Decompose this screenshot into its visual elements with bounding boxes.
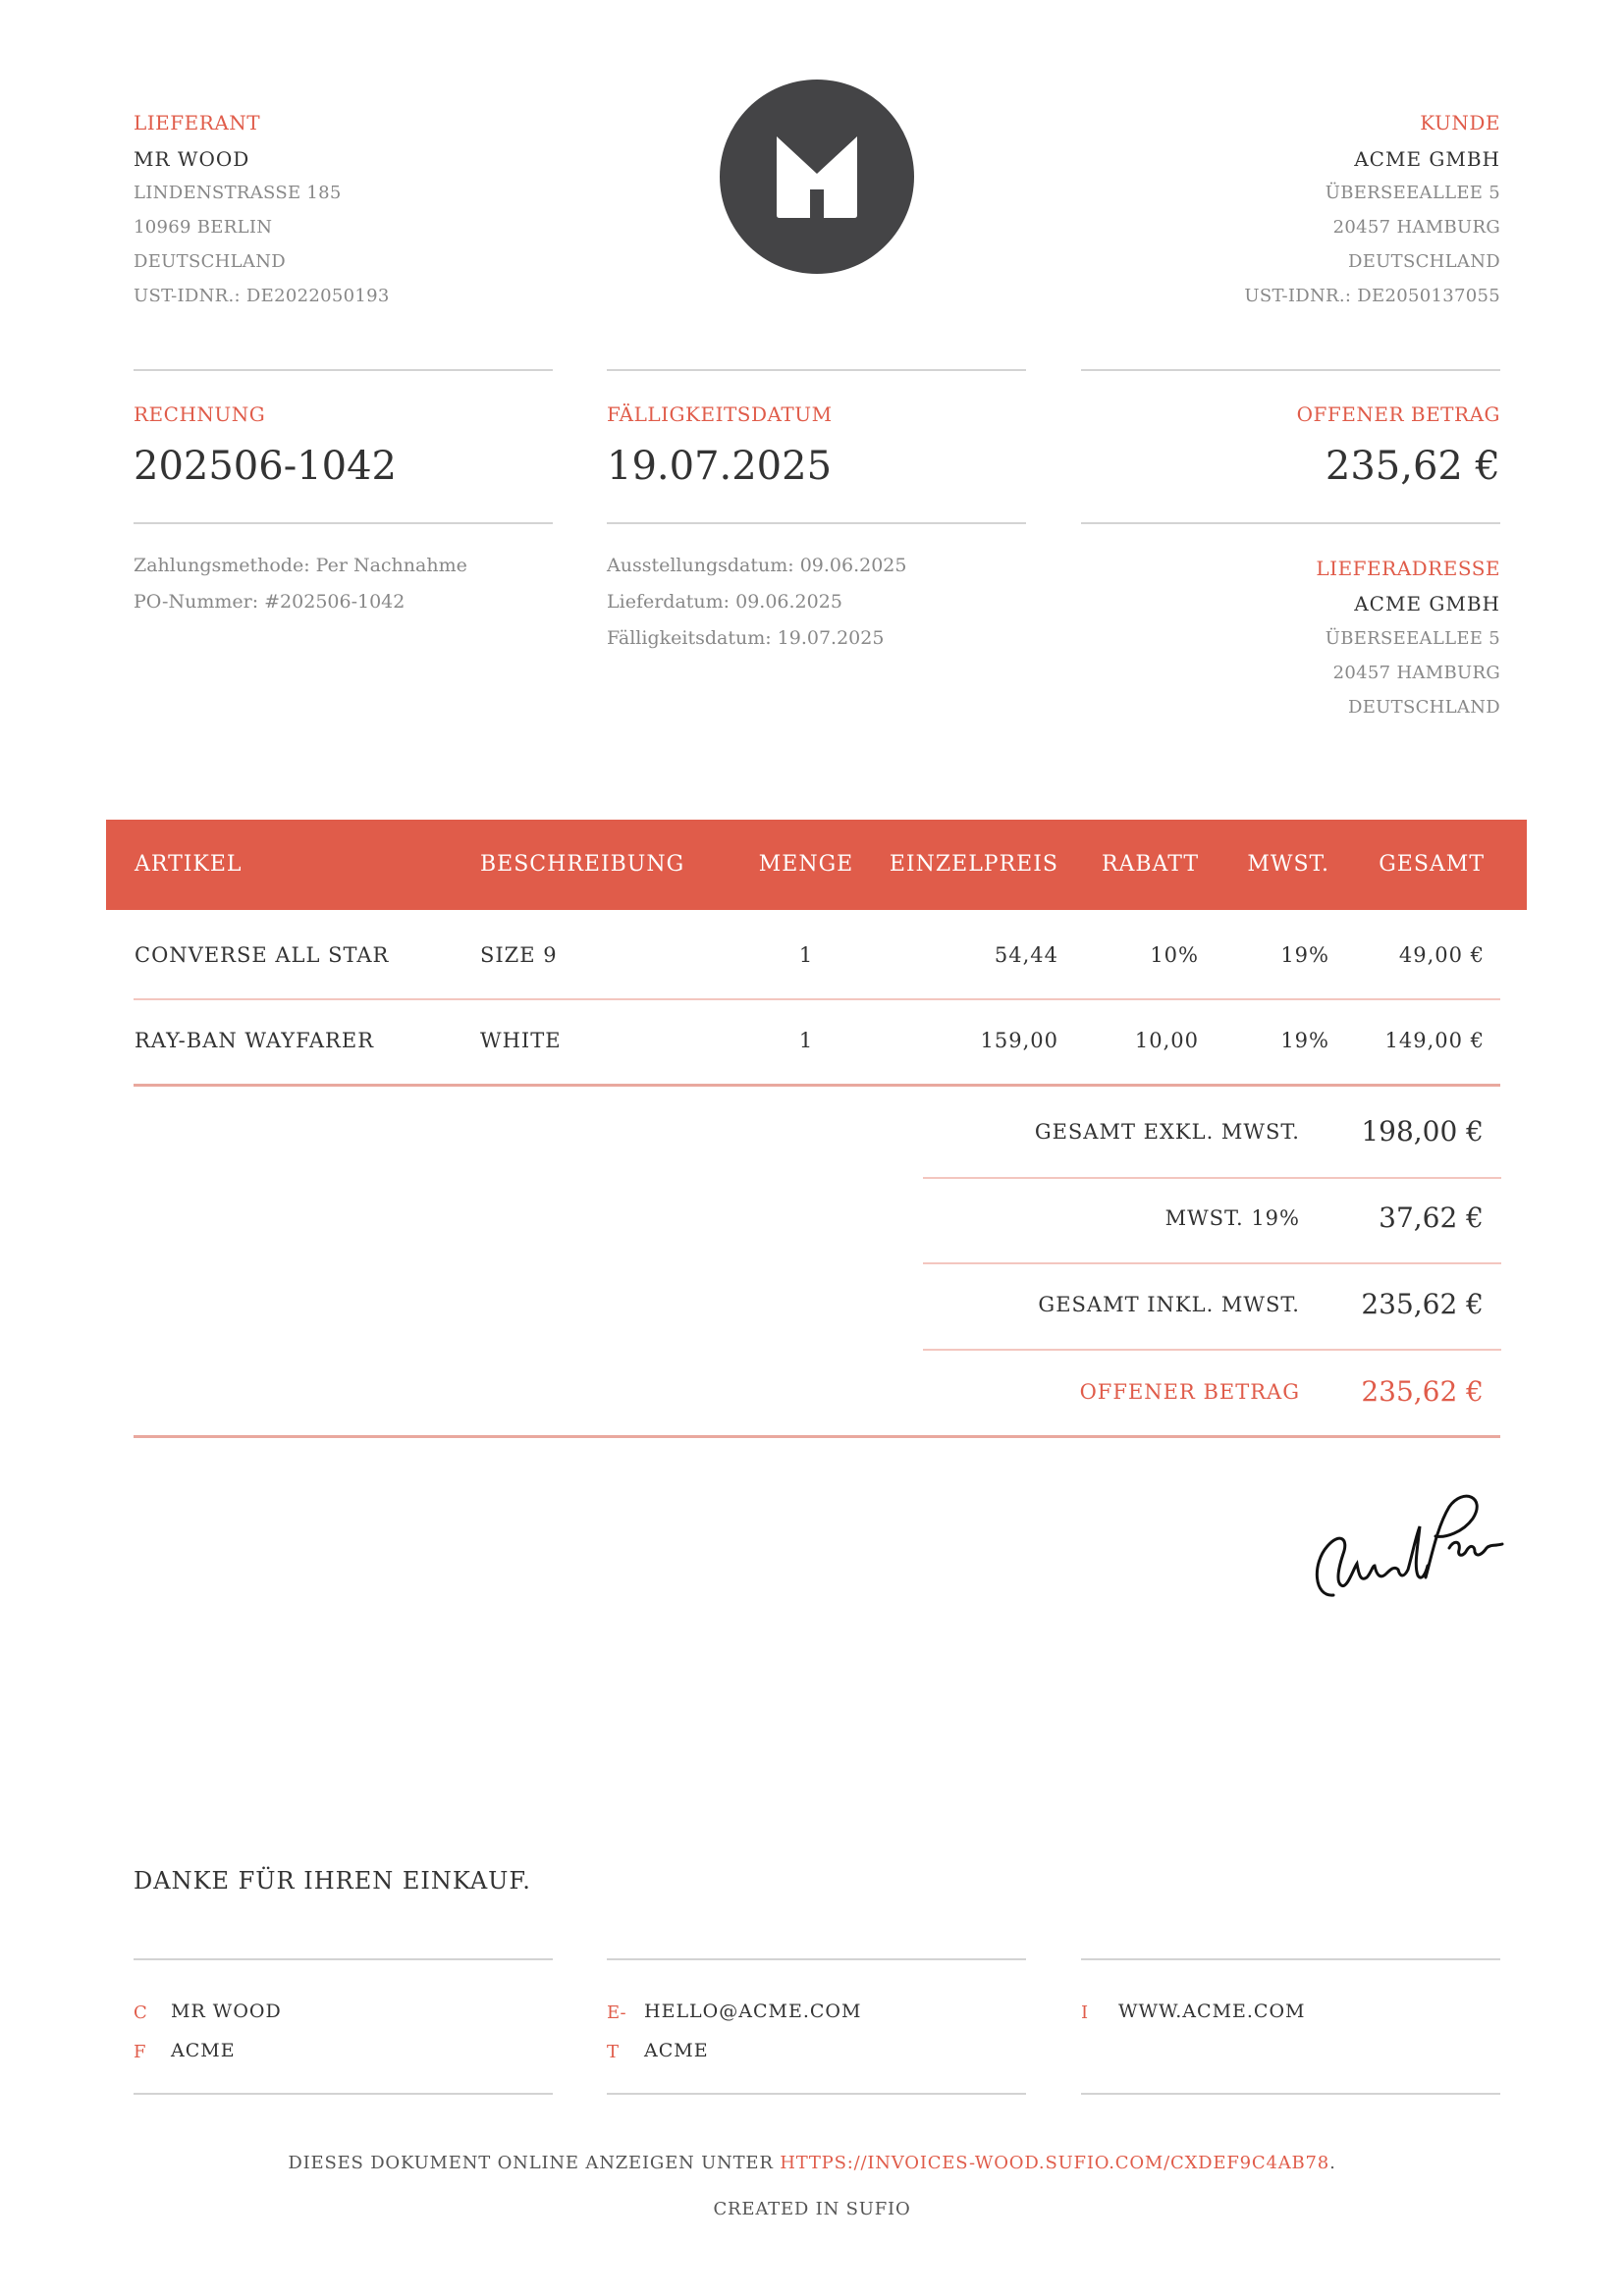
divider: [1081, 369, 1500, 371]
table-row: [106, 940, 1527, 970]
signature: [1306, 1487, 1507, 1605]
vat-total-value: 37,62 €: [1379, 1201, 1484, 1234]
delivery-date: Lieferdatum: 09.06.2025: [607, 591, 842, 613]
footer-f-value: ACME: [171, 2040, 236, 2061]
footer-email[interactable]: HELLO@ACME.COM: [644, 2001, 862, 2022]
row-quantity: 1: [798, 943, 814, 967]
row-unit-price: 54,44: [994, 943, 1058, 967]
customer-country: DEUTSCHLAND: [1348, 251, 1500, 272]
divider: [1081, 2093, 1500, 2095]
customer-vat: UST-IDNR.: DE2050137055: [1244, 286, 1500, 306]
gross-total-value: 235,62 €: [1361, 1288, 1484, 1320]
totals-divider: [923, 1177, 1501, 1179]
supplier-city: 10969 BERLIN: [134, 217, 273, 238]
divider: [607, 369, 1026, 371]
row-vat: 19%: [1280, 943, 1329, 967]
invoice-number: 202506-1042: [134, 444, 398, 489]
divider: [607, 522, 1026, 524]
invoice-label: RECHNUNG: [134, 402, 266, 426]
supplier-name: MR WOOD: [134, 147, 250, 171]
customer-name: ACME GMBH: [1354, 147, 1500, 171]
footer-company: MR WOOD: [171, 2001, 282, 2022]
row-total: 149,00 €: [1384, 1029, 1485, 1052]
supplier-vat: UST-IDNR.: DE2022050193: [134, 286, 390, 306]
shipping-city: 20457 HAMBURG: [1332, 663, 1500, 683]
totals-divider: [923, 1262, 1501, 1264]
thank-you-message: DANKE FÜR IHREN EINKAUF.: [134, 1867, 531, 1895]
open-total-label: OFFENER BETRAG: [1079, 1380, 1300, 1404]
footer-website[interactable]: WWW.ACME.COM: [1118, 2001, 1306, 2022]
open-amount: 235,62 €: [1325, 444, 1500, 489]
m-monogram-icon: [720, 80, 914, 274]
col-discount-header: RABATT: [1101, 852, 1199, 877]
footer-email-label: E-: [607, 2002, 626, 2023]
payment-method: Zahlungsmethode: Per Nachnahme: [134, 555, 467, 576]
footer-c-label: C: [134, 2002, 147, 2023]
due-date-detail: Fälligkeitsdatum: 19.07.2025: [607, 627, 885, 649]
divider: [1081, 1958, 1500, 1960]
totals-divider: [923, 1349, 1501, 1351]
col-description-header: BESCHREIBUNG: [480, 852, 685, 877]
supplier-street: LINDENSTRASSE 185: [134, 183, 342, 203]
open-total-value: 235,62 €: [1361, 1375, 1484, 1408]
row-discount: 10,00: [1134, 1029, 1199, 1052]
shipping-country: DEUTSCHLAND: [1348, 697, 1500, 718]
row-unit-price: 159,00: [980, 1029, 1058, 1052]
divider: [607, 1958, 1026, 1960]
footer-f-label: F: [134, 2042, 146, 2062]
divider: [134, 1958, 553, 1960]
net-total-value: 198,00 €: [1361, 1115, 1484, 1148]
col-item-header: ARTIKEL: [135, 852, 243, 877]
online-view-link[interactable]: HTTPS://INVOICES-WOOD.SUFIO.COM/CXDEF9C4AB78: [780, 2153, 1330, 2173]
online-view-text: DIESES DOKUMENT ONLINE ANZEIGEN UNTER: [288, 2153, 774, 2173]
due-label: FÄLLIGKEITSDATUM: [607, 402, 833, 426]
open-amount-label: OFFENER BETRAG: [1296, 402, 1500, 426]
col-vat-header: MWST.: [1247, 852, 1329, 877]
col-quantity-header: MENGE: [758, 852, 854, 877]
customer-street: ÜBERSEEALLEE 5: [1325, 183, 1500, 203]
footer-web-label: I: [1081, 2002, 1089, 2023]
divider: [134, 2093, 553, 2095]
table-row: [106, 1026, 1527, 1055]
logo: [720, 80, 914, 274]
divider: [134, 369, 553, 371]
net-total-label: GESAMT EXKL. MWST.: [1034, 1120, 1300, 1144]
online-view-line: [0, 2153, 1624, 2173]
supplier-country: DEUTSCHLAND: [134, 251, 286, 272]
shipping-street: ÜBERSEEALLEE 5: [1325, 628, 1500, 649]
row-quantity: 1: [798, 1029, 814, 1052]
vat-total-label: MWST. 19%: [1164, 1206, 1300, 1230]
divider: [607, 2093, 1026, 2095]
due-date: 19.07.2025: [607, 444, 833, 489]
row-item: RAY-BAN WAYFARER: [135, 1029, 375, 1052]
shipping-name: ACME GMBH: [1354, 592, 1500, 615]
divider: [1081, 522, 1500, 524]
divider: [134, 522, 553, 524]
totals-bottom-rule: [134, 1435, 1500, 1438]
footer-phone-label: T: [607, 2042, 620, 2062]
issue-date: Ausstellungsdatum: 09.06.2025: [607, 555, 907, 576]
signature-icon: [1306, 1487, 1507, 1605]
row-description: WHITE: [480, 1029, 562, 1052]
shipping-label: LIEFERADRESSE: [1316, 557, 1500, 580]
created-in-sufio: CREATED IN SUFIO: [713, 2199, 911, 2219]
row-divider: [134, 998, 1500, 1000]
gross-total-label: GESAMT INKL. MWST.: [1038, 1293, 1300, 1316]
col-total-header: GESAMT: [1379, 852, 1485, 877]
customer-city: 20457 HAMBURG: [1332, 217, 1500, 238]
online-view-period: .: [1329, 2153, 1336, 2173]
table-bottom-rule: [134, 1084, 1500, 1087]
customer-label: KUNDE: [1420, 111, 1500, 134]
footer-phone: ACME: [644, 2040, 709, 2061]
po-number: PO-Nummer: #202506-1042: [134, 591, 406, 613]
row-item: CONVERSE ALL STAR: [135, 943, 390, 967]
table-header: [106, 820, 1527, 910]
row-description: SIZE 9: [480, 943, 558, 967]
col-unit-price-header: EINZELPREIS: [889, 852, 1058, 877]
row-discount: 10%: [1150, 943, 1199, 967]
row-vat: 19%: [1280, 1029, 1329, 1052]
row-total: 49,00 €: [1398, 943, 1485, 967]
supplier-label: LIEFERANT: [134, 111, 261, 134]
